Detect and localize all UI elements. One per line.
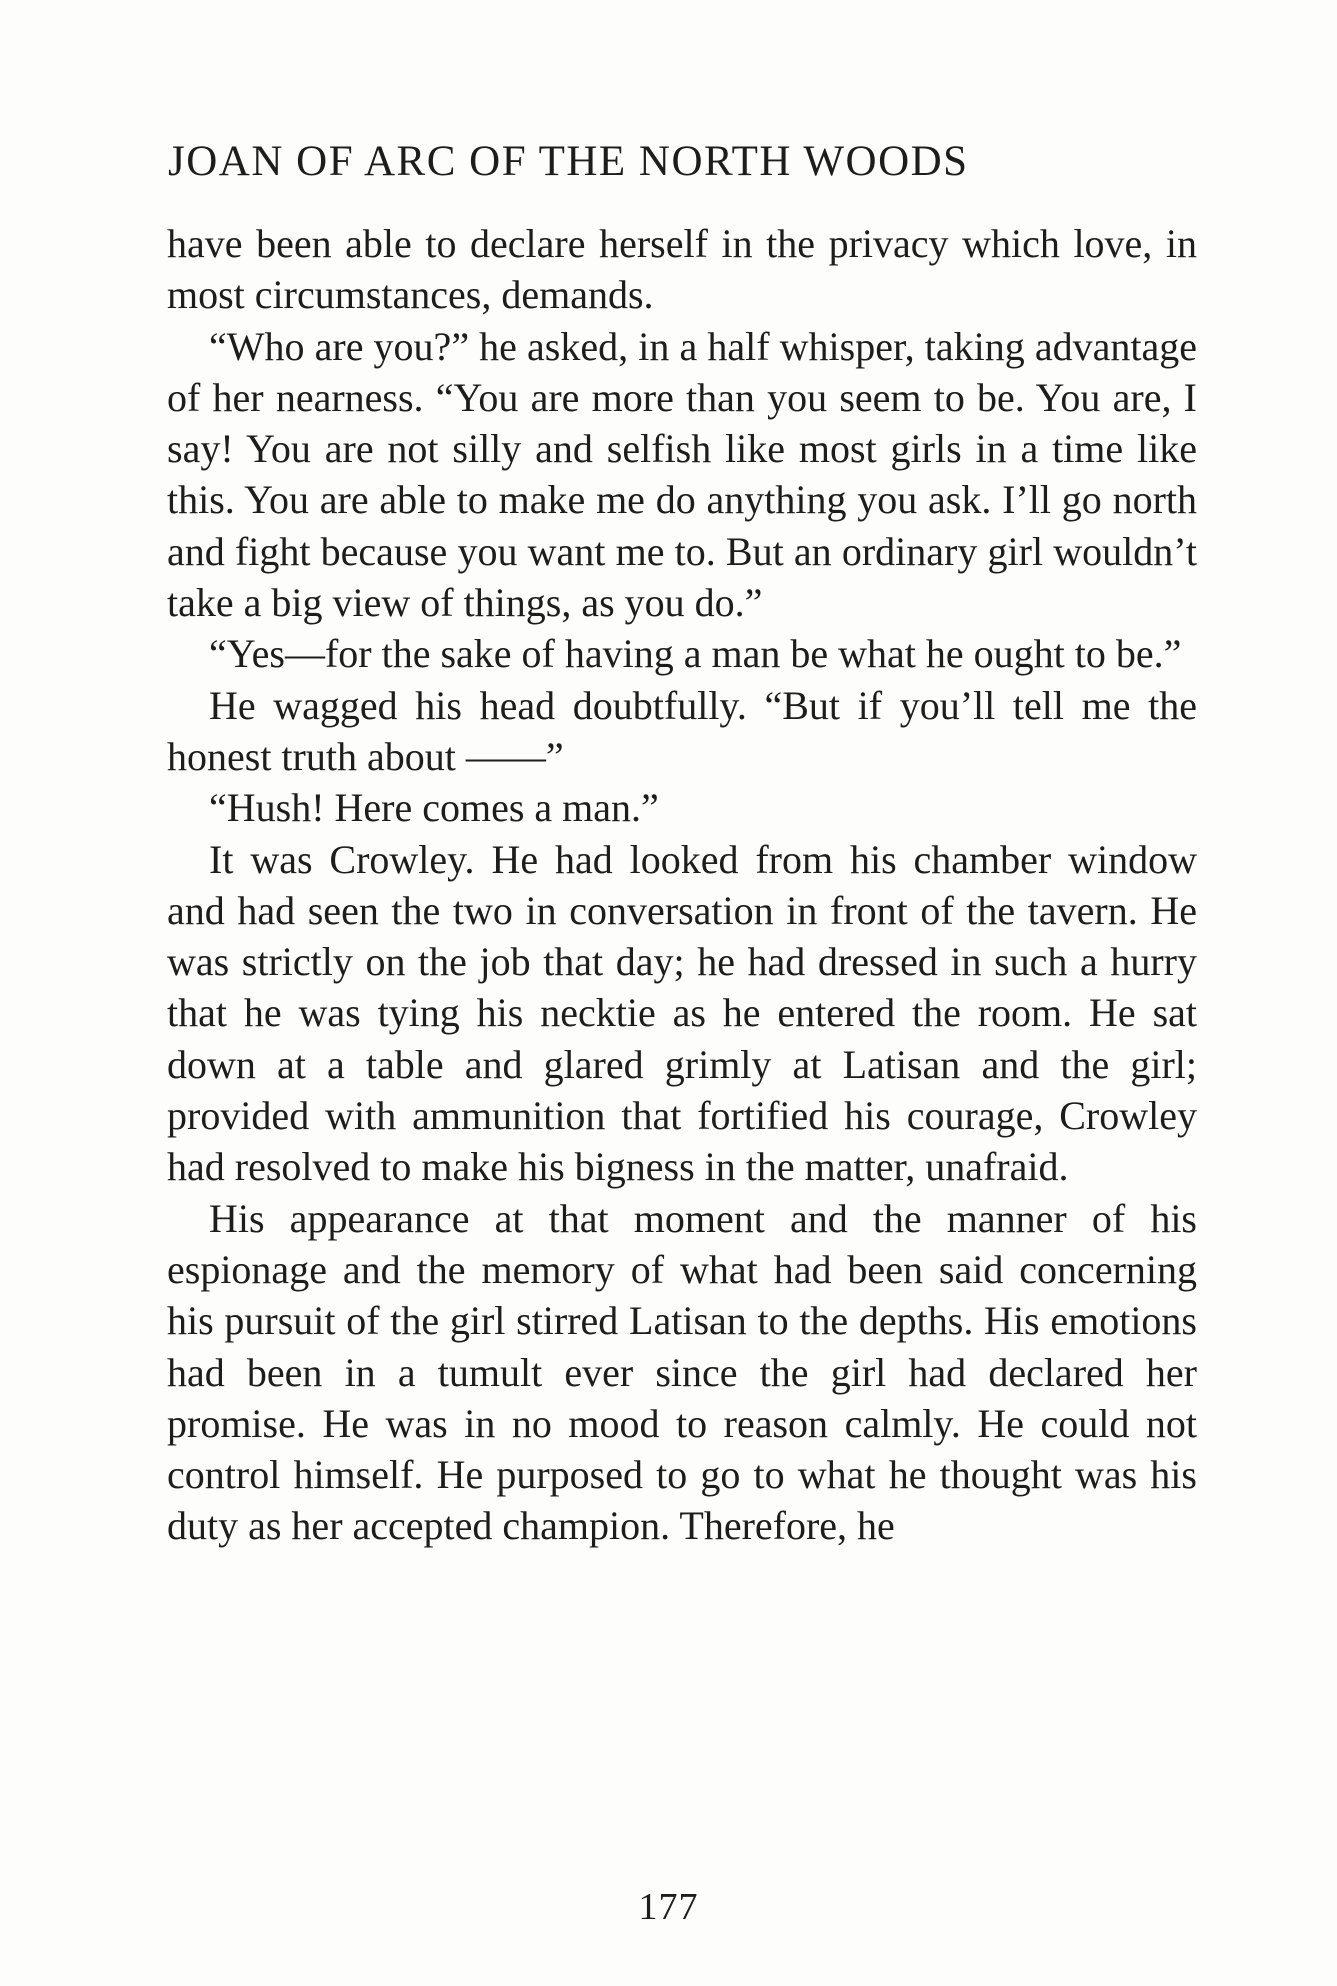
paragraph-appearance: His appearance at that moment and the manner of his espionage and the memory of what had been said concerning his pursuit of the girl stirred Latisan to the depths. His emotions had been in a tumult ever since the girl had declared her promise. He was in no mood to reason calmly. He could not control himself. He purposed to go to what he thought was his duty as her accepted champion. Therefore, he bbox=[167, 1195, 1197, 1549]
running-head: JOAN OF ARC OF THE NORTH WOODS bbox=[168, 138, 969, 185]
paragraph-doubtful: He wagged his head doubtfully. “But if you’ll tell me the honest truth about ——” bbox=[167, 682, 1197, 779]
paragraph-crowley: It was Crowley. He had looked from his chamber window and had seen the two in conversation in front of the tavern. He was strictly on the job that day; he had dressed in such a hurry that he was tying his necktie as he entered the room. He sat down at a table and glared grimly at Latisan and the girl; provided with ammunition that fortified his courage, Crowley had resolved to make his bigness in the matter, unafraid. bbox=[167, 836, 1197, 1190]
paragraph-hush: “Hush! Here comes a man.” bbox=[209, 785, 659, 831]
page-number: 177 bbox=[638, 1886, 699, 1928]
paragraph-continuation: have been able to declare herself in the privacy which love, in most circumstances, demands. bbox=[167, 221, 1197, 318]
paragraph-girl-reply: “Yes—for the sake of having a man be what he ought to be.” bbox=[209, 631, 1182, 677]
paragraph-latisan-question: “Who are you?” he asked, in a half whisper, taking advantage of her nearness. “You are more than you seem to be. You are, I say! You are not silly and selfish like most girls in a time like this. You are able to make me do anything you ask. I’ll go north and fight because you want me to. But an ordinary girl wouldn’t take a big view of things, as you do.” bbox=[167, 323, 1197, 626]
body-text bbox=[167, 218, 1197, 1552]
